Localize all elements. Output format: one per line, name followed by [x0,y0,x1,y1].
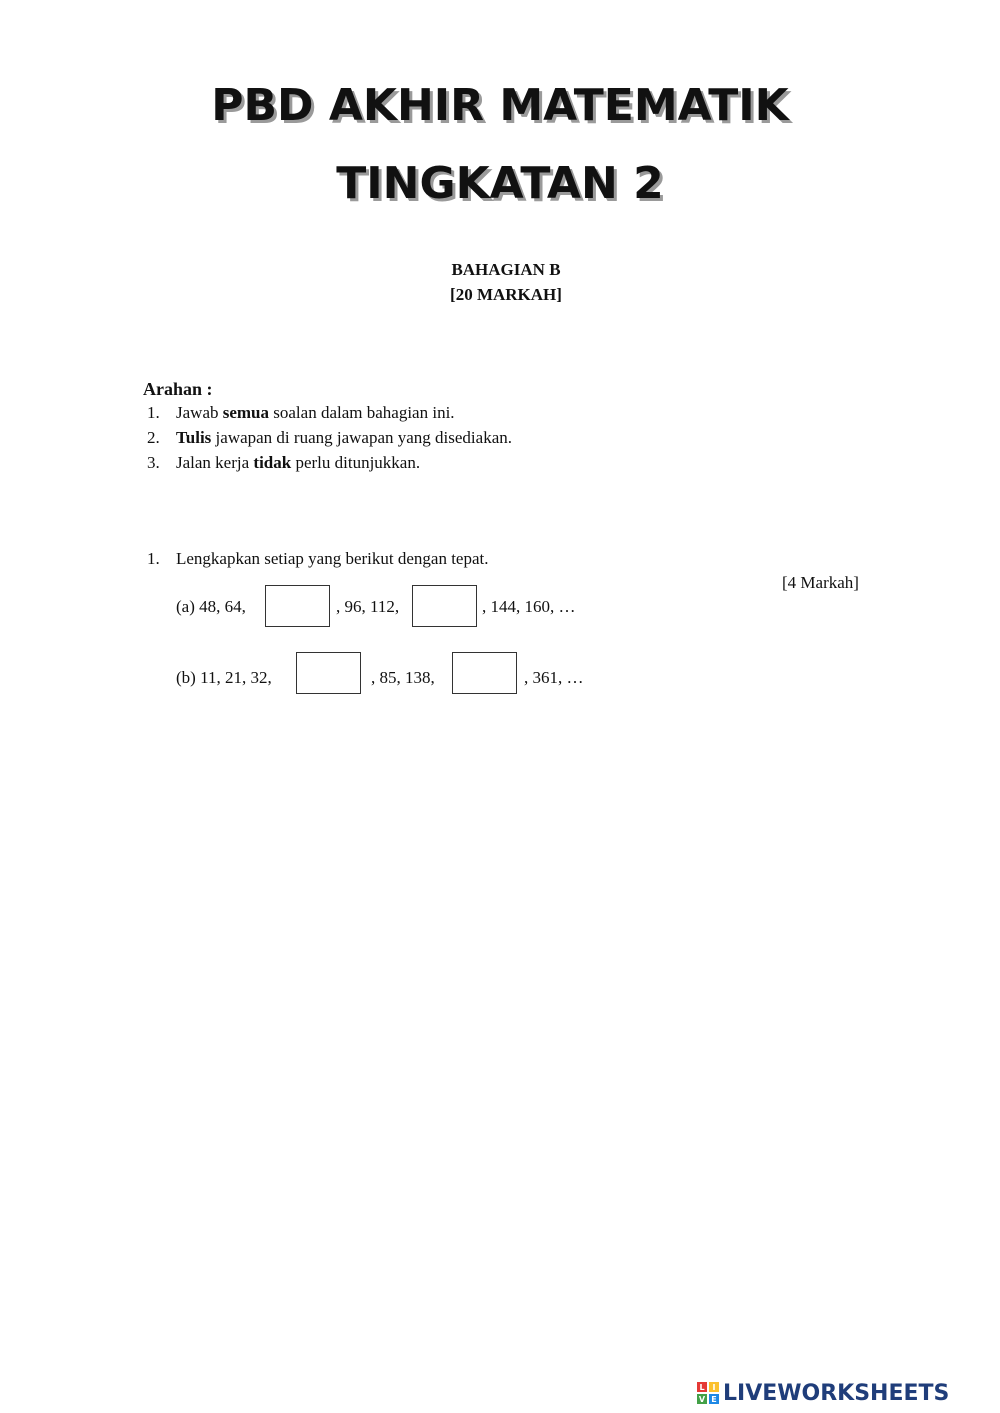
title-line-2: TINGKATAN 2 [336,158,664,209]
logo-icon [697,1382,719,1404]
instruction-text: soalan dalam bahagian ini. [269,403,455,422]
instruction-text: jawapan di ruang jawapan yang disediakan. [211,428,512,447]
question-marks: [4 Markah] [782,573,859,592]
question-1 [147,549,489,569]
sequence-b-start: (b) 11, 21, 32, [176,668,272,687]
section-name: BAHAGIAN B [451,260,561,279]
sequence-a-start: (a) 48, 64, [176,597,246,616]
logo-letter-e: E [709,1394,719,1404]
instruction-text: Jawab [176,403,223,422]
sequence-b-end: , 361, … [524,668,584,687]
instruction-number: 1. [147,403,160,422]
logo-letter-l: L [697,1382,707,1392]
instruction-item [147,428,512,448]
logo-brand-text: LIVEWORKSHEETS [723,1380,950,1406]
sequence-a-middle: , 96, 112, [336,597,400,616]
instructions-heading: Arahan : [143,379,213,399]
instruction-text: Jalan kerja [176,453,254,472]
instruction-item [147,453,420,473]
question-number: 1. [147,549,160,568]
instruction-number: 3. [147,453,160,472]
logo-letter-i: I [709,1382,719,1392]
answer-box-a1[interactable] [265,585,330,627]
instruction-emphasis: tidak [253,453,292,472]
section-marks: [20 MARKAH] [450,285,562,304]
instruction-number: 2. [147,428,160,447]
instruction-item [147,403,455,423]
sequence-a-end: , 144, 160, … [482,597,576,616]
question-text: Lengkapkan setiap yang berikut dengan tepat. [176,549,489,568]
logo-letter-v: V [698,1394,706,1404]
answer-box-b1[interactable] [296,652,361,694]
instruction-text: perlu ditunjukkan. [291,453,421,472]
answer-box-b2[interactable] [452,652,517,694]
answer-box-a2[interactable] [412,585,477,627]
title-line-1: PBD AKHIR MATEMATIK [211,80,789,131]
sequence-b-middle: , 85, 138, [371,668,435,687]
instruction-emphasis: semua [222,403,270,422]
liveworksheets-logo[interactable] [697,1380,949,1406]
instruction-emphasis: Tulis [176,428,212,447]
